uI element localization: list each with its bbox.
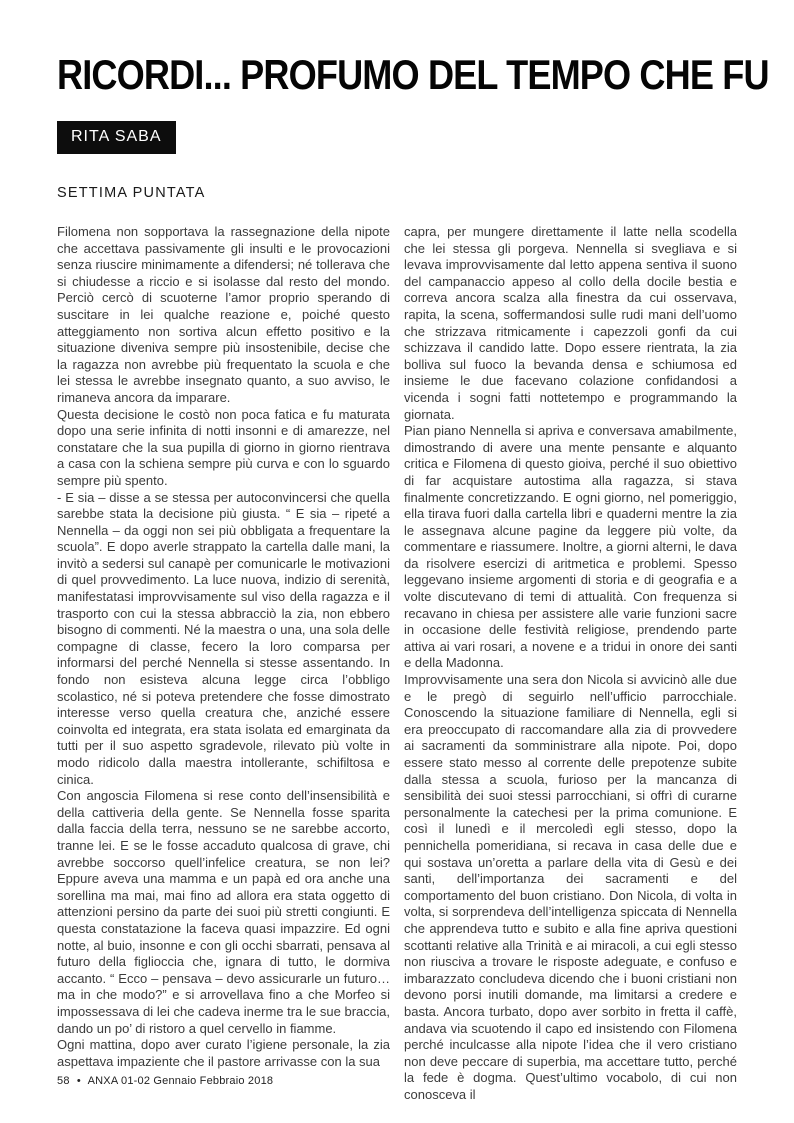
page-title: RICORDI... PROFUMO DEL TEMPO CHE FU xyxy=(57,51,769,98)
page-number: 58 xyxy=(57,1075,70,1087)
paragraph: Filomena non sopportava la rassegnazione della nipote che accettava passivamente gli insulti e le provocazioni senza riuscire minimamente a difendersi; né tollerava che si chiudesse a riccio e si isolasse dal resto del mondo. Perciò cercò di scuoterne l’amor proprio sperando di suscitare in lei qualche reazione e, poiché questo atteggiamento non sortiva alcun effetto positivo e la situazione diveniva sempre più insostenibile, decise che la ragazza non avrebbe più frequentato la scuola e che lei stessa le avrebbe insegnato quanto, a suo avviso, le rimaneva ancora da imparare. xyxy=(57,224,390,405)
author-name: RITA SABA xyxy=(71,128,162,145)
page-footer xyxy=(57,1075,277,1087)
paragraph: capra, per mungere direttamente il latte nella scodella che lei stessa gli porgeva. Nennella si svegliava e si levava improvvisamente dal letto appena sentiva il suono del campanaccio appeso al collo della docile bestia e correva ancora scalza alla finestra da cui osservava, rapita, la scena, soffermandosi sulle rudi mani dell’uomo che strizzava ritmicamente i capezzoli gonfi da cui schizzava il candido latte. Dopo essere rientrata, la zia bolliva sul fuoco la bevanda densa e schiumosa ed insieme le due facevano colazione confidandosi a vicenda i sogni fatti nottetempo e programmando la giornata. xyxy=(404,224,737,422)
paragraph: - E sia – disse a se stessa per autoconvincersi che quella sarebbe stata la decisione più giusta. “ E sia – ripeté a Nennella – da oggi non sei più obbligata a frequentare la scuola”. E dopo averle strappato la cartella dalle mani, la invitò a sedersi sul canapè per comunicarle le motivazioni di quel provvedimento. La luce nuova, indizio di serenità, manifestatasi improvvisamente sul viso della ragazza e il trasporto con cui la stessa abbracciò la zia, non ebbero bisogno di commenti. Né la maestra o una, una sola delle compagne di classe, fecero la loro comparsa per informarsi del perché Nennella si stesse assentando. In fondo non esisteva alcuna legge circa l’obbligo scolastico, né si poteva pretendere che fosse dimostrato interesse verso quella creatura che, anziché essere coinvolta ed integrata, era stata isolata ed emarginata da tutti per il suo aspetto sgradevole, rilevato più volte in modo ridicolo dalla maestra intollerante, schifiltosa e cinica. xyxy=(57,489,390,787)
article-body xyxy=(57,224,737,1103)
section-heading: SETTIMA PUNTATA xyxy=(57,185,206,201)
paragraph: Questa decisione le costò non poca fatica e fu maturata dopo una serie infinita di notti insonni e di amarezze, nel constatare che la sua pupilla di giorno in giorno rientrava a casa con la schiena sempre più curva e con lo sguardo sempre più spento. xyxy=(57,406,390,488)
paragraph: Ogni mattina, dopo aver curato l’igiene personale, la zia aspettava impaziente che il pastore arrivasse con la sua xyxy=(57,1037,390,1069)
footer-bullet: • xyxy=(76,1075,81,1087)
paragraph: Improvvisamente una sera don Nicola si avvicinò alle due e le pregò di seguirlo nell’ufficio parrocchiale. Conoscendo la situazione familiare di Nennella, egli si era preoccupato di raccomandare alla zia di provvedere ai sacramenti da somministrare alla nipote. Poi, dopo essere stato messo al corrente delle prepotenze subite dalla stessa a scuola, furioso per la mancanza di sensibilità dei suoi stessi parrocchiani, si offrì di curarne personalmente la catechesi per la prima comunione. E così il lunedì e il mercoledì egli stesso, dopo la pennichella pomeridiana, si recava in casa delle due e qui sostava un’oretta a parlare della vita di Gesù e dei santi, dell’importanza dei sacramenti e del comportamento del buon cristiano. Don Nicola, di volta in volta, si sorprendeva dell’intelligenza spiccata di Nennella che apprendeva tutto e subito e alla fine apriva questioni scottanti relative alla Trinità e ai miracoli, a cui egli stesso non riusciva a trovare le risposte adeguate, e confuso e imbarazzato concludeva dicendo che i buoni cristiani non devono porsi inutili domande, ma limitarsi a credere e basta. Ancora turbato, dopo aver sorbito in fretta il caffè, andava via scuotendo il capo ed insistendo con Filomena perché inculcasse alla nipote l’idea che il vero cristiano non deve peccare di superbia, ma accettare tutto, perché la fede è dogma. Quest’ultimo vocabolo, di cui non conosceva il xyxy=(404,672,737,1102)
article-column-left xyxy=(57,224,390,1103)
paragraph: Pian piano Nennella si apriva e conversava amabilmente, dimostrando di avere una mente pensante e alquanto critica e Filomena di questo gioiva, perché il suo obiettivo di far acquistare autostima alla ragazza, si stava finalmente concretizzando. E ogni giorno, nel pomeriggio, ella tirava fuori dalla cartella libri e quaderni mentre la zia le assegnava alcune pagine da leggere più volte, da commentare e riassumere. Inoltre, a giorni alterni, le dava da risolvere esercizi di aritmetica e problemi. Spesso leggevano insieme argomenti di storia e di geografia e a volte discutevano di temi di attualità. Con frequenza si recavano in chiesa per assistere alle varie funzioni sacre in occasione delle festività religiose, prendendo parte attiva ai vari rosari, a novene e a tridui in onore dei santi e della Madonna. xyxy=(404,423,737,671)
footer-edition: ANXA 01-02 Gennaio Febbraio 2018 xyxy=(87,1075,274,1087)
paragraph: Con angoscia Filomena si rese conto dell’insensibilità e della cattiveria della gente. Se Nennella fosse sparita dalla faccia della terra, nessuno se ne sarebbe accorto, tranne lei. E se le fosse accaduto qualcosa di grave, chi avrebbe soccorso quell’infelice creatura, se non lei? Eppure aveva una mamma e un papà ed ora anche una sorellina ma mai, mai fino ad allora era stata oggetto di attenzioni persino da parte dei suoi più stretti congiunti. E questa constatazione la faceva quasi impazzire. Ed ogni notte, al buio, insonne e con gli occhi sbarrati, pensava al futuro della figlioccia che, ignara di tutto, le dormiva accanto. “ Ecco – pensava – devo assicurarle un futuro…ma in che modo?” e si arrovellava fino a che Morfeo si impossessava di lei che cadeva inerme tra le sue braccia, dando un po’ di ristoro a quel cervello in fiamme. xyxy=(57,788,390,1036)
author-badge xyxy=(57,121,176,154)
article-column-right xyxy=(404,224,737,1103)
